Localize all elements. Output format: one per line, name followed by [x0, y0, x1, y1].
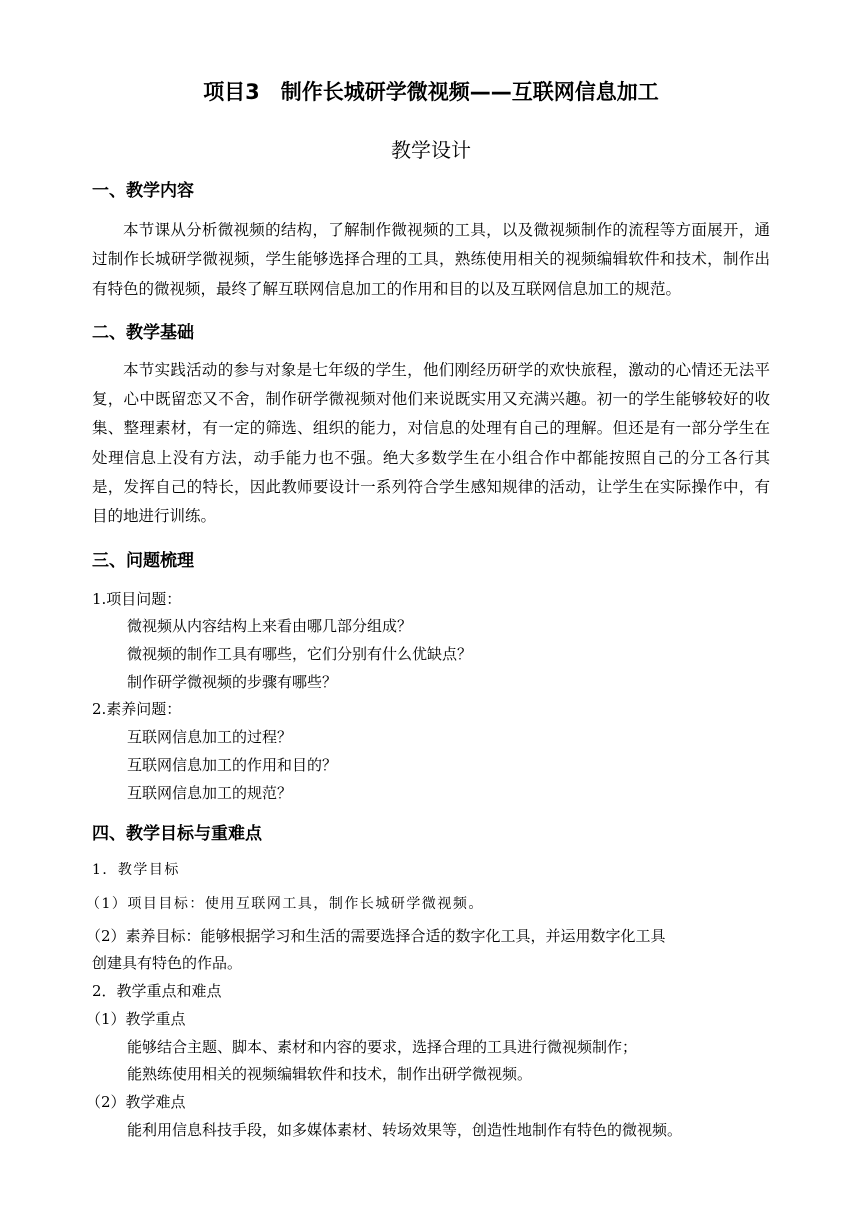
list-item: 微视频的制作工具有哪些，它们分别有什么优缺点？	[127, 645, 473, 664]
list-item: 互联网信息加工的作用和目的？	[127, 755, 338, 774]
teaching-goals-label: 1．教学目标	[92, 862, 180, 879]
literacy-goal-line: （2）素养目标：能够根据学习和生活的需要选择合适的数字化工具，并运用数字化工具	[86, 926, 666, 945]
list-item: 能够结合主题、脚本、素材和内容的要求，选择合理的工具进行微视频制作；	[127, 1037, 638, 1056]
section-heading: 一、教学内容	[92, 181, 194, 201]
section-teaching-content	[92, 174, 770, 304]
document-title: 项目3 制作长城研学微视频——互联网信息加工	[203, 80, 659, 104]
section-heading: 二、教学基础	[92, 322, 194, 343]
document-subtitle: 教学设计	[391, 138, 471, 162]
list-item: 微视频从内容结构上来看由哪几部分组成？	[127, 617, 413, 636]
section-problem-sorting	[92, 544, 770, 808]
literacy-goal-line: 创建具有特色的作品。	[92, 954, 243, 973]
list-item: 互联网信息加工的规范？	[127, 783, 293, 802]
list-item: 制作研学微视频的步骤有哪些？	[127, 672, 338, 691]
keys-difficulties-label: 2．教学重点和难点	[92, 982, 222, 1001]
document-page	[86, 70, 770, 1144]
project-questions-label: 1.项目问题：	[92, 589, 182, 608]
project-goal: （1）项目目标：使用互联网工具，制作长城研学微视频。	[86, 896, 484, 912]
literacy-questions-label: 2.素养问题：	[92, 700, 182, 719]
list-item: 能熟练使用相关的视频编辑软件和技术，制作出研学微视频。	[127, 1065, 533, 1084]
key-points-label: （1）教学重点	[86, 1009, 186, 1028]
list-item: 能利用信息科技手段，如多媒体素材、转场效果等，创造性地制作有特色的微视频。	[127, 1120, 683, 1139]
section-heading: 四、教学目标与重难点	[92, 824, 262, 845]
section-teaching-basis	[92, 316, 770, 532]
section-paragraph: 本节课从分析微视频的结构，了解制作微视频的工具，以及微视频制作的流程等方面展开，通过制作长城研学微视频，学生能够选择合理的工具，熟练使用相关的视频编辑软件和技术，制作出有特色的微视频，最终了解互联网信息加工的作用和目的以及互联网信息加工的规范。	[92, 221, 770, 298]
section-paragraph: 本节实践活动的参与对象是七年级的学生，他们刚经历研学的欢快旅程，激动的心情还无法平复，心中既留恋又不舍，制作研学微视频对他们来说既实用又充满兴趣。初一的学生能够较好的收集、整理素材，有一定的筛选、组织的能力，对信息的处理有自己的理解。但还是有一部分学生在处理信息上没有方法，动手能力也不强。绝大多数学生在小组合作中都能按照自己的分工各行其是，发挥自己的特长，因此教师要设计一系列符合学生感知规律的活动，让学生在实际操作中，有目的地进行训练。	[92, 360, 770, 526]
difficulty-label: （2）教学难点	[86, 1092, 186, 1111]
section-goals-and-keys	[86, 817, 770, 1144]
list-item: 互联网信息加工的过程？	[127, 728, 293, 747]
section-heading: 三、问题梳理	[92, 550, 194, 571]
